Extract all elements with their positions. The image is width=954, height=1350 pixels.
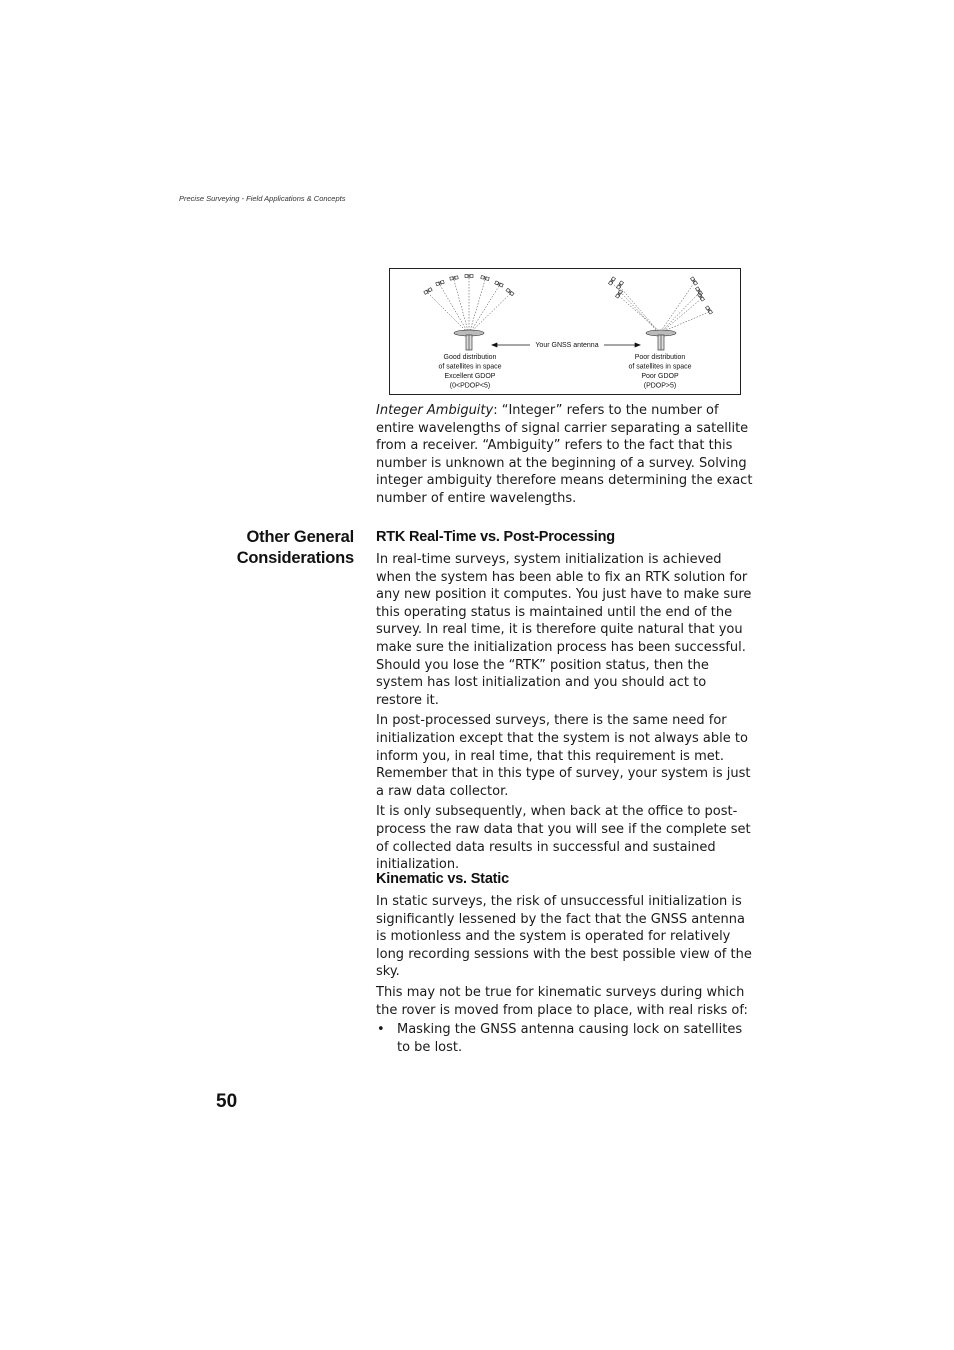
antenna-label: Your GNSS antenna [535, 342, 599, 349]
side-heading-line: Other General [246, 528, 354, 546]
bullet-item [376, 1021, 756, 1056]
right-caption-line: (PDOP>5) [643, 382, 677, 390]
page-number: 50 [216, 1091, 238, 1112]
paragraph: In real-time surveys, system initialization is achieved when the system has been able to fix an RTK solution for any new position it computes. You just have to make sure this operating status is maintained until the end of the survey. In real time, it is therefore quite natural that you make sure the initialization process has been successful. Should you lose the “RTK” position status, then the system has lost initialization and you should act to restore it. [376, 552, 752, 708]
integer-ambiguity-paragraph [376, 402, 756, 508]
gdop-figure [389, 268, 741, 395]
left-signal-lines [428, 278, 510, 331]
left-caption [438, 354, 501, 390]
term-definition: : “Integer” refers to the number of entire wavelengths of signal carrier separating a satellite from a receiver. “Ambiguity” refers to the fact that this number is unknown at the beginning of a survey. Solving integer ambiguity therefore means determining the exact number of entire wavelengths. [376, 403, 753, 506]
right-signal-lines [612, 283, 709, 331]
left-caption-line: Excellent GDOP [444, 373, 496, 380]
right-antenna-icon [646, 330, 676, 350]
bullet-text: Masking the GNSS antenna causing lock on satellites to be lost. [397, 1022, 743, 1055]
right-caption-line: Poor distribution [634, 354, 686, 361]
side-heading-line: Considerations [236, 549, 354, 567]
left-caption-line: Good distribution [443, 354, 497, 361]
running-header: Precise Surveying - Field Applications & Concepts [179, 194, 346, 203]
paragraph: This may not be true for kinematic surveys during which the rover is moved from place to place, with real risks of: [376, 984, 748, 1018]
gdop-diagram [390, 269, 740, 394]
left-antenna-icon [454, 330, 484, 350]
section-kinematic [376, 870, 756, 1056]
left-caption-line: of satellites in space [438, 363, 502, 371]
section-rtk [376, 528, 756, 874]
paragraph: In static surveys, the risk of unsuccessful initialization is significantly lessened by the fact that the GNSS antenna is motionless and the system is operated for relatively long recording sessions with the best possible view of the sky. [376, 894, 752, 980]
right-caption [628, 354, 691, 390]
paragraph: In post-processed surveys, there is the same need for initialization except that the system is not always able to inform you, in real time, that this requirement is met. Remember that in this type of survey, your system is just a raw data collector. [376, 713, 751, 799]
term-integer-ambiguity: Integer Ambiguity [376, 403, 494, 418]
right-caption-line: Poor GDOP [641, 373, 679, 380]
section-heading-rtk: RTK Real-Time vs. Post-Processing [376, 529, 615, 545]
right-caption-line: of satellites in space [628, 363, 692, 371]
side-heading [237, 527, 354, 569]
bullet-symbol: • [377, 1022, 385, 1038]
section-heading-kinematic: Kinematic vs. Static [376, 871, 509, 887]
right-satellites [608, 277, 712, 314]
left-caption-line: (0<PDOP<5) [449, 382, 491, 390]
paragraph: It is only subsequently, when back at the office to post-process the raw data that you will see if the complete set of collected data results in successful and sustained initialization. [376, 804, 751, 873]
